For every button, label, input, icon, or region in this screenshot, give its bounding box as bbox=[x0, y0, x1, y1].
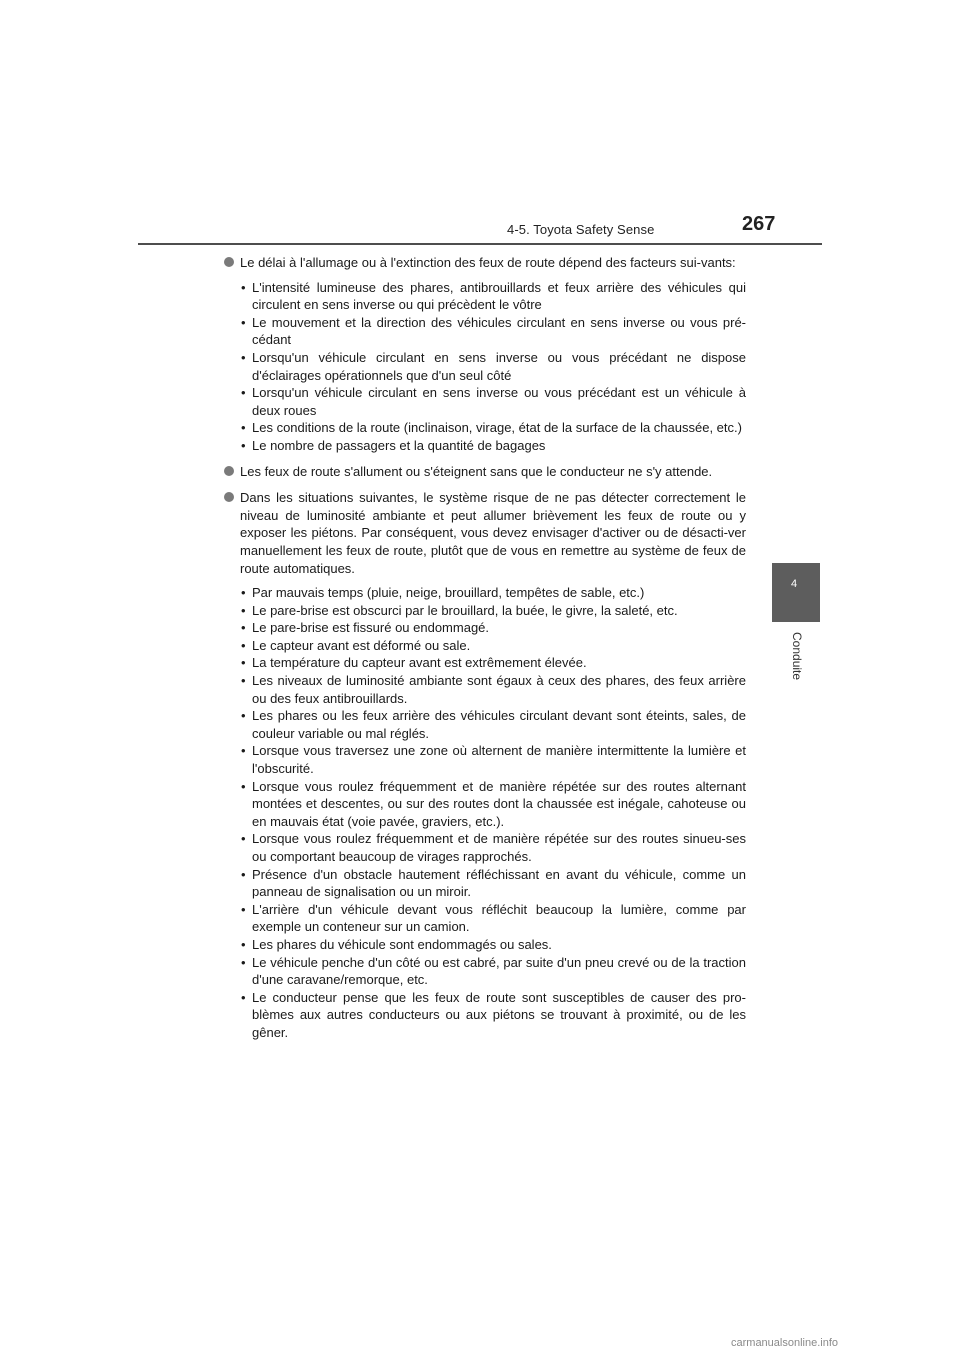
list-item-text: Lorsqu'un véhicule circulant en sens inverse ou vous précédant ne dispose d'éclairages opérationnels que d'un seul côté bbox=[252, 349, 746, 383]
list-item-text: Le nombre de passagers et la quantité de bagages bbox=[252, 437, 546, 453]
list-marker: • bbox=[241, 385, 246, 401]
list-marker: • bbox=[241, 831, 246, 847]
page-number: 267 bbox=[742, 213, 776, 235]
list-item-text: Lorsqu'un véhicule circulant en sens inverse ou vous précédant est un véhicule à deux roues bbox=[252, 385, 746, 418]
list-item-text: Les conditions de la route (inclinaison, virage, état de la surface de la chaussée, etc.) bbox=[252, 420, 742, 436]
list-item-text: L'arrière d'un véhicule devant vous réfléchit beaucoup la lumière, comme par exemple un conteneur sur un camion. bbox=[252, 901, 746, 935]
bullet-dot-icon bbox=[224, 492, 234, 502]
list-marker: • bbox=[241, 620, 246, 636]
list-item-text: Le pare-brise est obscurci par le brouillard, la buée, le givre, la saleté, etc. bbox=[252, 602, 678, 618]
list-item bbox=[224, 384, 746, 419]
list-marker: • bbox=[241, 989, 246, 1005]
bullet-text: Dans les situations suivantes, le système risque de ne pas détecter correctement le niveau de luminosité ambiante et peut allumer brièvement les feux de route ou y exposer les piétons. Par conséquent, vous devez envisager d'activer ou de désacti-ver manuellement les feux de route, plutôt que de vous en remettre au système de feux de route automatiques. bbox=[240, 490, 746, 576]
section-title: 4-5. Toyota Safety Sense bbox=[507, 222, 655, 237]
list-marker: • bbox=[241, 602, 246, 618]
list-marker: • bbox=[241, 349, 246, 365]
factor-list bbox=[224, 279, 746, 455]
list-item bbox=[224, 989, 746, 1042]
list-item-text: Lorsque vous traversez une zone où alternent de manière intermittente la lumière et l'obscurité. bbox=[252, 743, 746, 777]
list-marker: • bbox=[241, 708, 246, 724]
header-divider bbox=[138, 243, 822, 245]
bullet-paragraph bbox=[224, 463, 746, 481]
list-item bbox=[224, 349, 746, 384]
list-marker: • bbox=[241, 743, 246, 759]
list-marker: • bbox=[241, 866, 246, 882]
list-item bbox=[224, 619, 746, 637]
page-content bbox=[224, 254, 746, 1050]
list-item bbox=[224, 707, 746, 742]
list-item bbox=[224, 637, 746, 655]
list-marker: • bbox=[241, 437, 246, 453]
list-item-text: Présence d'un obstacle hautement réfléchissant en avant du véhicule, comme un panneau de signalisation ou un miroir. bbox=[252, 866, 746, 900]
list-item bbox=[224, 314, 746, 349]
list-item bbox=[224, 742, 746, 777]
list-item-text: L'intensité lumineuse des phares, antibrouillards et feux arrière des véhicules qui circulent en sens inverse ou qui précèdent le vôtre bbox=[252, 279, 746, 313]
list-marker: • bbox=[241, 936, 246, 952]
list-item-text: La température du capteur avant est extrêmement élevée. bbox=[252, 655, 587, 671]
bullet-text: Le délai à l'allumage ou à l'extinction des feux de route dépend des facteurs sui-vants: bbox=[240, 255, 736, 270]
list-item-text: Les phares ou les feux arrière des véhicules circulant devant sont éteints, sales, de couleur variable ou mal réglés. bbox=[252, 708, 746, 741]
bullet-dot-icon bbox=[224, 257, 234, 267]
list-item bbox=[224, 672, 746, 707]
list-item bbox=[224, 602, 746, 620]
list-item-text: Le conducteur pense que les feux de route sont susceptibles de causer des pro-blèmes aux autres conducteurs ou aux piétons se trouvant à proximité, ou de les gêner. bbox=[252, 989, 746, 1040]
list-item bbox=[224, 654, 746, 672]
list-item-text: Les niveaux de luminosité ambiante sont égaux à ceux des phares, des feux arrière ou des feux antibrouillards. bbox=[252, 673, 746, 706]
watermark: carmanualsonline.info bbox=[731, 1337, 839, 1349]
list-item bbox=[224, 437, 746, 455]
bullet-paragraph bbox=[224, 489, 746, 577]
list-item bbox=[224, 954, 746, 989]
list-item-text: Le pare-brise est fissuré ou endommagé. bbox=[252, 620, 490, 636]
list-item bbox=[224, 936, 746, 954]
list-item bbox=[224, 584, 746, 602]
list-item-text: Le capteur avant est déformé ou sale. bbox=[252, 637, 471, 653]
bullet-paragraph bbox=[224, 254, 746, 272]
list-item-text: Lorsque vous roulez fréquemment et de manière répétée sur des routes sinueu-ses ou comportant beaucoup de virages rapprochés. bbox=[252, 831, 746, 864]
situation-list bbox=[224, 584, 746, 1041]
list-item bbox=[224, 419, 746, 437]
list-item bbox=[224, 830, 746, 865]
list-item-text: Lorsque vous roulez fréquemment et de manière répétée sur des routes alternant montées et descentes, ou sur des routes dont la chaussée est inégale, cahoteuse ou en mauvais état (voie pavée, graviers, etc.). bbox=[252, 778, 746, 829]
bullet-text: Les feux de route s'allument ou s'éteignent sans que le conducteur ne s'y attende. bbox=[240, 463, 713, 479]
list-marker: • bbox=[241, 655, 246, 671]
list-item-text: Le véhicule penche d'un côté ou est cabré, par suite d'un pneu crevé ou de la traction d'une caravane/remorque, etc. bbox=[252, 954, 746, 988]
list-marker: • bbox=[241, 314, 246, 330]
list-marker: • bbox=[241, 420, 246, 436]
list-marker: • bbox=[241, 901, 246, 917]
list-item bbox=[224, 901, 746, 936]
list-marker: • bbox=[241, 673, 246, 689]
chapter-number: 4 bbox=[791, 578, 798, 590]
list-marker: • bbox=[241, 778, 246, 794]
list-marker: • bbox=[241, 954, 246, 970]
list-marker: • bbox=[241, 637, 246, 653]
list-item-text: Par mauvais temps (pluie, neige, brouillard, tempêtes de sable, etc.) bbox=[252, 585, 645, 601]
list-item bbox=[224, 778, 746, 831]
list-item bbox=[224, 866, 746, 901]
list-marker: • bbox=[241, 279, 246, 295]
bullet-dot-icon bbox=[224, 466, 234, 476]
chapter-label: Conduite bbox=[790, 632, 804, 681]
list-marker: • bbox=[241, 585, 246, 601]
chapter-tab bbox=[772, 563, 820, 622]
list-item-text: Les phares du véhicule sont endommagés ou sales. bbox=[252, 936, 552, 952]
list-item bbox=[224, 279, 746, 314]
list-item-text: Le mouvement et la direction des véhicules circulant en sens inverse ou vous pré-cédant bbox=[252, 314, 746, 348]
